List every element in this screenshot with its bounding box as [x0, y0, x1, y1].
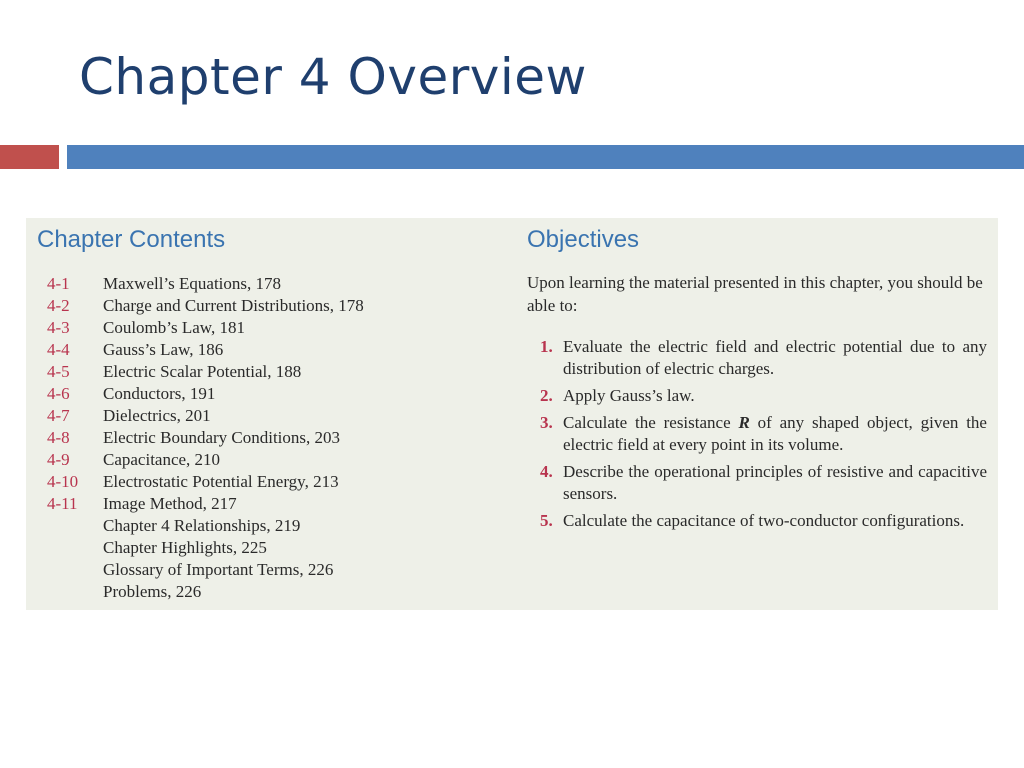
objective-item [527, 336, 987, 380]
section-number: 4-5 [47, 362, 70, 381]
slide-title: Chapter 4 Overview [79, 48, 587, 106]
objective-number: 5. [540, 511, 553, 530]
content-panel [26, 218, 998, 610]
objective-item [527, 385, 987, 407]
objective-number: 4. [540, 462, 553, 481]
section-title: Gauss’s Law, 186 [103, 340, 224, 359]
contents-item [26, 339, 496, 361]
section-title: Electric Boundary Conditions, 203 [103, 428, 341, 447]
contents-item [26, 383, 496, 405]
objective-text-after: of any shaped object, given the electric field at every point in its volume. [563, 413, 987, 454]
contents-item [26, 427, 496, 449]
contents-item [26, 317, 496, 339]
contents-item [26, 405, 496, 427]
objective-number: 3. [540, 413, 553, 432]
contents-list [26, 273, 496, 603]
objective-text-before: Calculate the resistance [563, 413, 739, 432]
section-number: 4-10 [47, 472, 79, 491]
section-title: Chapter 4 Relationships, 219 [103, 516, 301, 535]
section-title: Maxwell’s Equations, 178 [103, 274, 282, 293]
section-number: 4-11 [47, 494, 78, 513]
section-number: 4-4 [47, 340, 70, 359]
contents-item [26, 295, 496, 317]
contents-item [26, 537, 496, 559]
objective-item [527, 510, 987, 532]
section-number: 4-8 [47, 428, 70, 447]
section-number: 4-3 [47, 318, 70, 337]
section-title: Capacitance, 210 [103, 450, 221, 469]
contents-item [26, 493, 496, 515]
objective-number: 2. [540, 386, 553, 405]
objective-text: Describe the operational principles of resistive and capacitive sensors. [563, 462, 987, 503]
contents-heading: Chapter Contents [37, 226, 226, 253]
section-title: Conductors, 191 [103, 384, 216, 403]
section-title: Glossary of Important Terms, 226 [103, 560, 334, 579]
objective-number: 1. [540, 337, 553, 356]
section-title: Problems, 226 [103, 582, 202, 601]
objective-text: Calculate the capacitance of two-conductor configurations. [563, 511, 965, 530]
accent-bar-blue [67, 145, 1024, 169]
section-number: 4-7 [47, 406, 70, 425]
section-title: Chapter Highlights, 225 [103, 538, 267, 557]
objective-text: Apply Gauss’s law. [563, 386, 695, 405]
section-title: Coulomb’s Law, 181 [103, 318, 245, 337]
objectives-heading: Objectives [527, 226, 640, 253]
contents-item [26, 273, 496, 295]
objective-item [527, 461, 987, 505]
objectives-list [527, 336, 987, 537]
section-title: Electrostatic Potential Energy, 213 [103, 472, 339, 491]
contents-item [26, 581, 496, 603]
accent-bar-red [0, 145, 59, 169]
section-title: Charge and Current Distributions, 178 [103, 296, 364, 315]
contents-item [26, 361, 496, 383]
section-title: Dielectrics, 201 [103, 406, 211, 425]
objective-item [527, 412, 987, 456]
objective-emphasis: R [738, 413, 750, 432]
contents-item [26, 449, 496, 471]
section-number: 4-1 [47, 274, 70, 293]
objectives-intro: Upon learning the material presented in this chapter, you should be able to: [527, 273, 983, 315]
section-title: Electric Scalar Potential, 188 [103, 362, 302, 381]
objective-text: Evaluate the electric field and electric potential due to any distribution of electric charges. [563, 337, 987, 378]
contents-item [26, 515, 496, 537]
section-number: 4-9 [47, 450, 70, 469]
section-number: 4-6 [47, 384, 70, 403]
contents-item [26, 559, 496, 581]
section-number: 4-2 [47, 296, 70, 315]
section-title: Image Method, 217 [103, 494, 237, 513]
contents-item [26, 471, 496, 493]
